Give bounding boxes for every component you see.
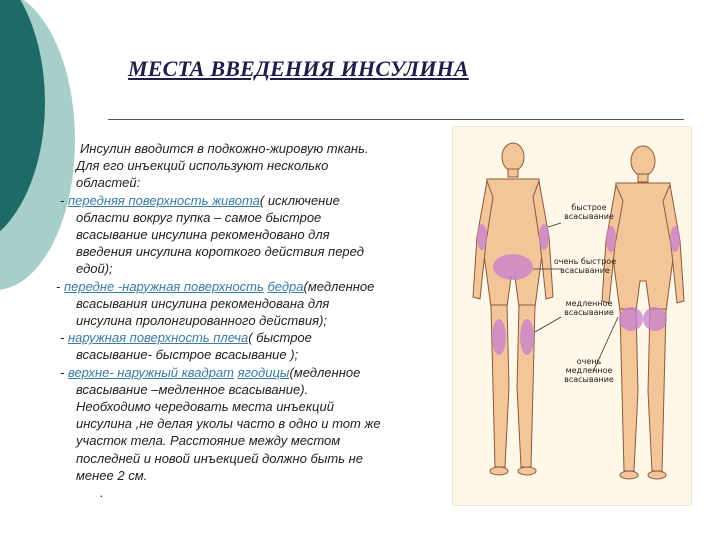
list-item-shoulder bbox=[40, 329, 450, 346]
buttock-quadrant-link[interactable]: верхне- наружный квадрат bbox=[67, 364, 234, 380]
text-line: инсулина ,не делая уколы часто в одно и тот же bbox=[76, 416, 381, 432]
list-dash: - bbox=[60, 364, 68, 380]
shoulder-link[interactable]: наружная поверхность плеча bbox=[67, 330, 249, 346]
right-arm-zone bbox=[539, 224, 549, 250]
list-dash: - bbox=[60, 330, 68, 346]
slide-body-text bbox=[40, 140, 450, 501]
text-fragment: (медленное bbox=[303, 278, 375, 294]
list-dash: - bbox=[56, 278, 64, 294]
text-line: Инсулин вводится в подкожно-жировую ткань. bbox=[80, 141, 369, 156]
label-very-fast-absorption: очень быстрое всасывание bbox=[553, 257, 617, 275]
text-line: менее 2 см. bbox=[76, 467, 148, 483]
thigh-link[interactable]: бедра bbox=[267, 278, 304, 294]
back-right-arm-zone bbox=[670, 226, 680, 252]
right-thigh-zone bbox=[520, 319, 534, 355]
label-fast-absorption: быстрое всасывание bbox=[564, 203, 614, 221]
text-line: всасывание- быстрое всасывание ); bbox=[76, 347, 299, 363]
slide-title: МЕСТА ВВЕДЕНИЯ ИНСУЛИНА bbox=[128, 56, 469, 81]
text-line: . bbox=[100, 485, 104, 501]
text-line: инсулина пролонгированного действия); bbox=[76, 313, 328, 329]
list-item-buttock bbox=[40, 364, 450, 381]
text-line: областей: bbox=[76, 175, 141, 191]
list-dash: - bbox=[60, 192, 68, 208]
back-left-arm-zone bbox=[606, 226, 616, 252]
buttock-link[interactable]: ягодицы bbox=[237, 364, 290, 380]
text-line: участок тела. Расстояние между местом bbox=[76, 433, 341, 449]
label-very-slow-absorption: очень медленное всасывание bbox=[564, 357, 614, 384]
list-item-abdomen bbox=[40, 192, 450, 209]
text-fragment: ( исключение bbox=[259, 192, 340, 208]
text-fragment: (медленное bbox=[289, 364, 361, 380]
abdomen-link[interactable]: передняя поверхность живота bbox=[67, 192, 260, 208]
text-line: Для его инъекций используют несколько bbox=[76, 158, 329, 174]
left-arm-zone bbox=[477, 224, 487, 250]
injection-sites-figure bbox=[452, 126, 692, 506]
text-line: всасывание –медленное всасывание). bbox=[76, 381, 309, 397]
text-line: введения инсулина короткого действия перед bbox=[76, 244, 364, 260]
text-line: Необходимо чередовать места инъекций bbox=[76, 399, 334, 415]
text-line: всасывание инсулина рекомендовано для bbox=[76, 227, 330, 243]
text-fragment: ( быстрое bbox=[248, 330, 312, 346]
title-divider bbox=[108, 119, 684, 120]
left-thigh-zone bbox=[492, 319, 506, 355]
right-buttock-zone bbox=[643, 307, 667, 331]
list-item-thigh bbox=[40, 278, 450, 295]
front-body-figure bbox=[473, 143, 553, 475]
abdomen-zone bbox=[493, 254, 533, 280]
label-slow-absorption: медленное всасывание bbox=[564, 299, 614, 317]
text-line: области вокруг пупка – самое быстрое bbox=[76, 209, 322, 225]
text-line: едой); bbox=[76, 261, 113, 277]
text-line: всасывания инсулина рекомендована для bbox=[76, 295, 330, 311]
thigh-surface-link[interactable]: передне -наружная поверхность bbox=[63, 278, 264, 294]
text-line: последней и новой инъекцией должно быть не bbox=[76, 450, 364, 466]
left-buttock-zone bbox=[619, 307, 643, 331]
